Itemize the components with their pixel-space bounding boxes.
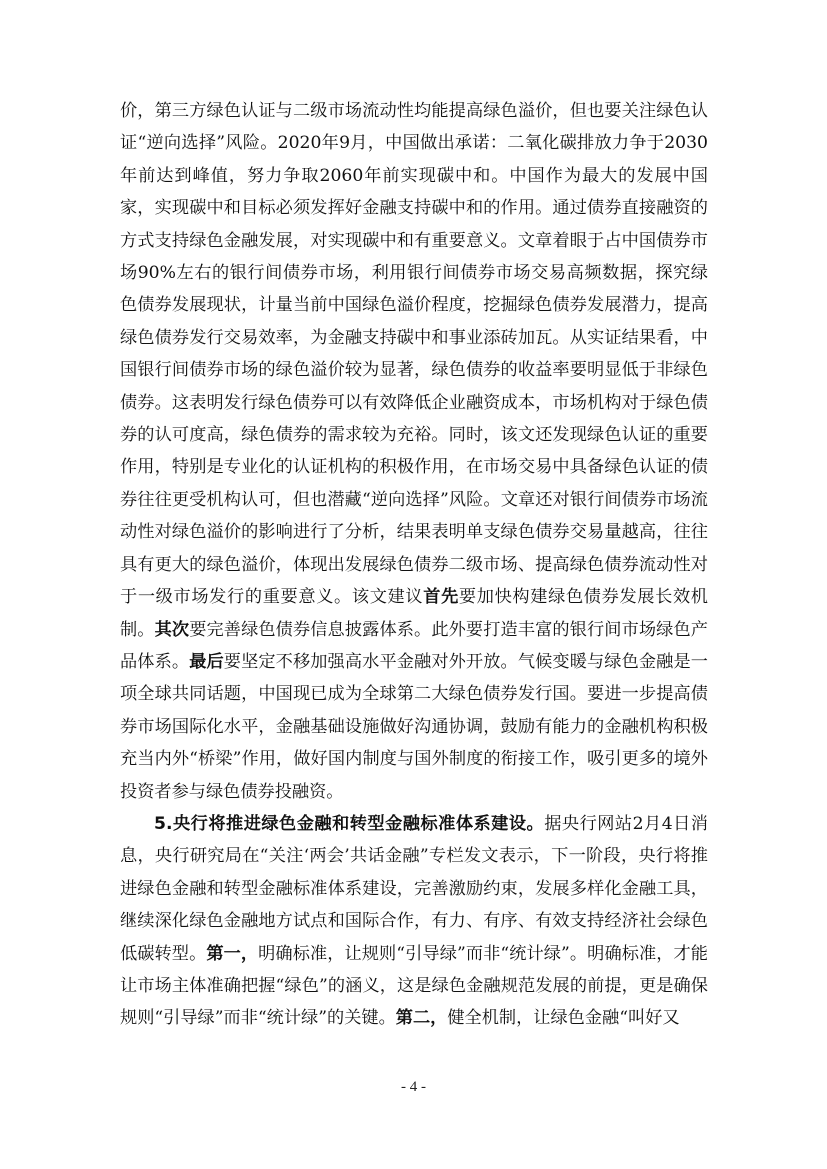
paragraph-item-5 [120, 808, 708, 1035]
bold-keyword-last: 最后 [189, 651, 224, 672]
text-run: 要加快构建绿色债券发展长效机制。 [120, 587, 708, 640]
text-run: 明确标准，让规则“引导绿”而非“统计绿”。明确标准，才能让市场主体准确把握“绿色”的涵义，这是绿色金融规范发展的前提，更是确保规则“引导绿”而非“统计绿”的关键。 [120, 943, 708, 1029]
bold-keyword-first-point: 第一， [206, 943, 259, 964]
text-run: 据央行网站2月4日消息，央行研究局在“关注‘两会’共话金融”专栏发文表示，下一阶段，央行将推进绿色金融和转型金融标准体系建设，完善激励约束，发展多样化金融工具，继续深化绿色金融地方试点和国际合作，有力、有序、有效支持经济社会绿色低碳转型。 [120, 813, 708, 964]
bold-keyword-first: 首先 [423, 587, 459, 608]
bold-keyword-second: 其次 [154, 619, 190, 640]
page-number: - 4 - [401, 1079, 426, 1095]
bold-keyword-second-point: 第二， [395, 1008, 448, 1029]
text-run: 健全机制，让绿色金融“叫好又 [447, 1008, 680, 1029]
text-run: 价，第三方绿色认证与二级市场流动性均能提高绿色溢价，但也要关注绿色认证“逆向选择”风险。2020年9月，中国做出承诺：二氧化碳排放力争于2030年前达到峰值，努力争取2060年前实现碳中和。中国作为最大的发展中国家，实现碳中和目标必须发挥好金融支持碳中和的作用。通过债券直接融资的方式支持绿色金融发展，对实现碳中和有重要意义。文章着眼于占中国债券市场90%左右的银行间债券市场，利用银行间债券市场交易高频数据，探究绿色债券发展现状，计量当前中国绿色溢价程度，挖掘绿色债券发展潜力，提高绿色债券发行交易效率，为金融支持碳中和事业添砖加瓦。从实证结果看，中国银行间债券市场的绿色溢价较为显著，绿色债券的收益率要明显低于非绿色债券。这表明发行绿色债券可以有效降低企业融资成本，市场机构对于绿色债券的认可度高，绿色债券的需求较为充裕。同时，该文还发现绿色认证的重要作用，特别是专业化的认证机构的积极作用，在市场交易中具备绿色认证的债券往往更受机构认可，但也潜藏“逆向选择”风险。文章还对银行间债券市场流动性对绿色溢价的影响进行了分析，结果表明单支绿色债券交易量越高，往往具有更大的绿色溢价，体现出发展绿色债券二级市场、提高绿色债券流动性对于一级市场发行的重要意义。该文建议 [120, 101, 708, 608]
text-run: 要完善绿色债券信息披露体系。此外要打造丰富的银行间市场绿色产品体系。 [120, 619, 708, 672]
body-text [120, 95, 708, 1035]
paragraph-continued [120, 95, 708, 808]
text-run: 要坚定不移加强高水平金融对外开放。气候变暖与绿色金融是一项全球共同话题，中国现已成为全球第二大绿色债券发行国。要进一步提高债券市场国际化水平，金融基础设施做好沟通协调，鼓励有能力的金融机构积极充当内外“桥梁”作用，做好国内制度与国外制度的衔接工作，吸引更多的境外投资者参与绿色债券投融资。 [120, 651, 708, 802]
item-heading: 5.央行将推进绿色金融和转型金融标准体系建设。 [154, 813, 545, 834]
